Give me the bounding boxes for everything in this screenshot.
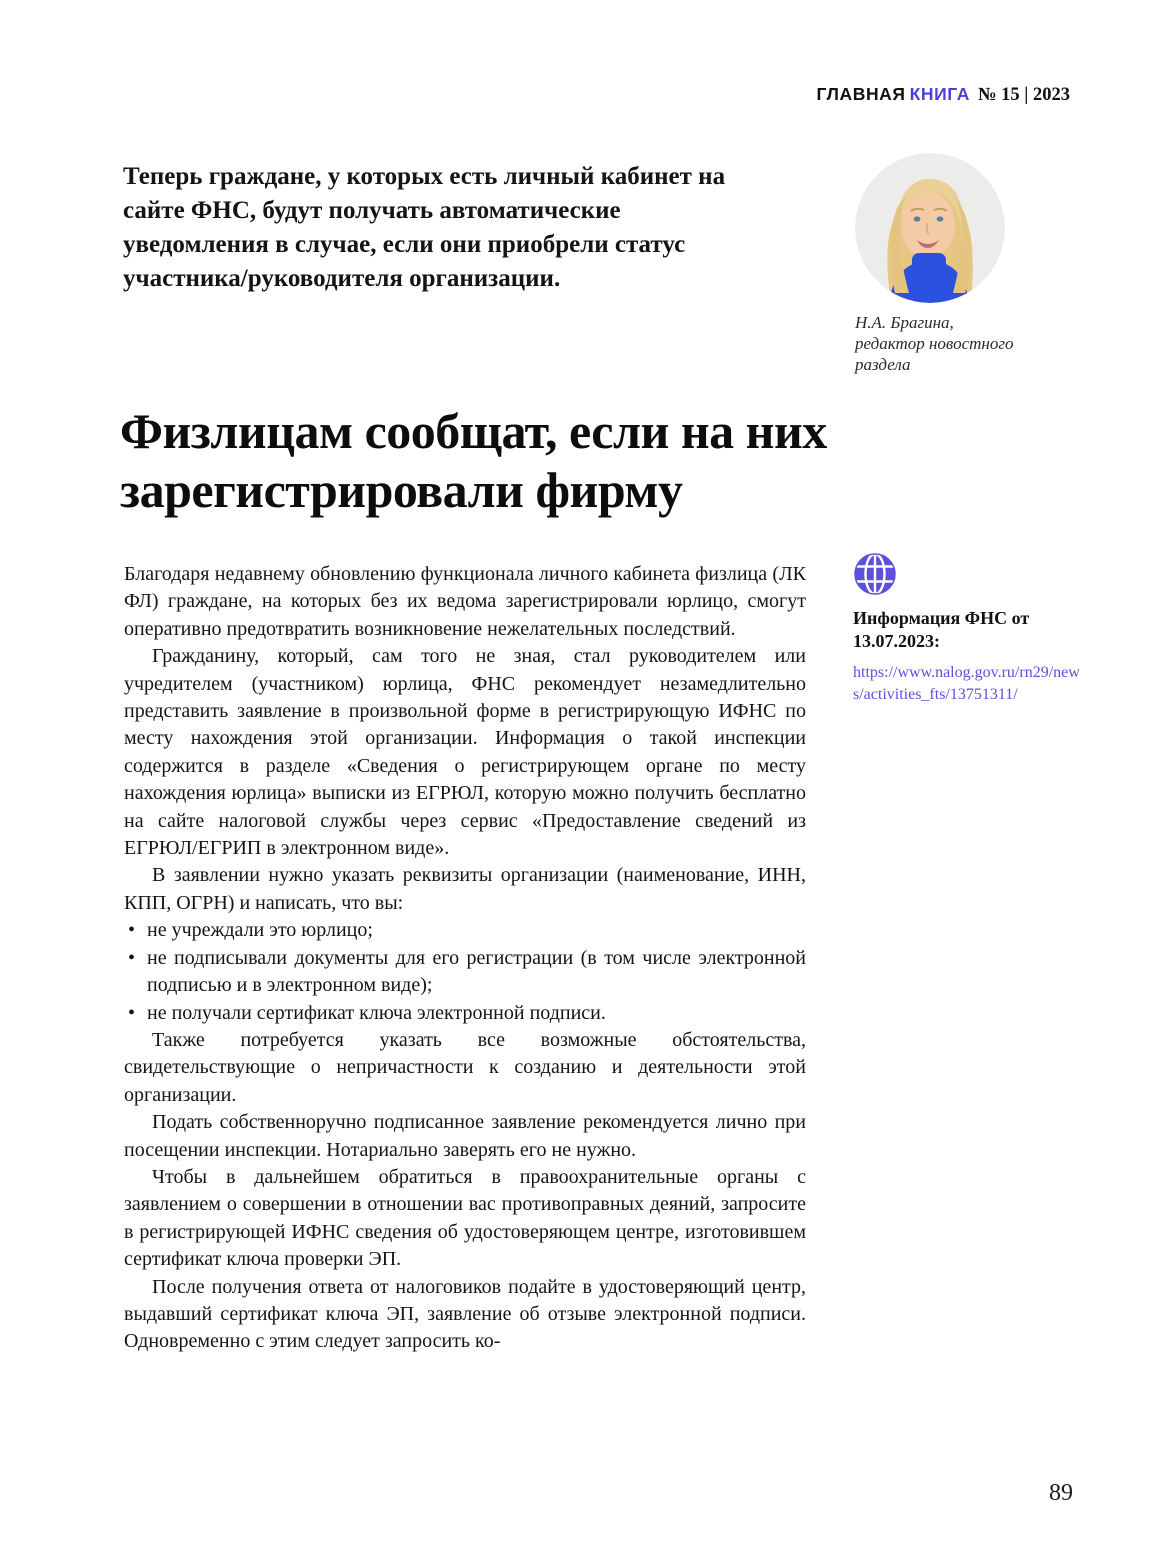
- author-name: Н.А. Брагина,: [855, 313, 954, 332]
- bullet-item: • не учреждали это юрлицо;: [124, 917, 806, 944]
- source-link[interactable]: https://www.nalog.gov.ru/rn29/news/activities_fts/13751311/: [853, 664, 1080, 703]
- article-title: Физлицам сообщат, если на них зарегистрировали фирму: [120, 403, 827, 518]
- article-body: [124, 561, 806, 1356]
- article-paragraph: После получения ответа от налоговиков подайте в удостоверяющий центр, выдавший сертификат ключа ЭП, заявление об отзыве электронной подписи. Одновременно с этим следует запросить ко-: [124, 1275, 806, 1353]
- article-paragraph: Также потребуется указать все возможные обстоятельства, свидетельствующие о непричастности к созданию и деятельности этой организации.: [124, 1028, 806, 1106]
- author-caption: [855, 312, 1045, 375]
- magazine-name-accent: КНИГА: [909, 84, 970, 104]
- article-paragraph: Подать собственноручно подписанное заявление рекомендуется лично при посещении инспекции. Нотариально заверять его не нужно.: [124, 1111, 806, 1161]
- article-paragraph: Гражданину, который, сам того не зная, стал руководителем или учредителем (участником) юрлица, ФНС рекомендует незамедлительно представить заявление в произвольной форме в регистрирующую ИФНС по месту нахождения этой организации. Информация о такой инспекции содержится в разделе «Сведения о регистрирующем органе по месту нахождения юрлица» выписки из ЕГРЮЛ, которую можно получить бесплатно на сайте налоговой службы через сервис «Предоставление сведений из ЕГРЮЛ/ЕГРИП в электронном виде».: [124, 645, 806, 860]
- source-label: Информация ФНС от 13.07.2023:: [853, 608, 1030, 651]
- magazine-name: ГЛАВНАЯ: [816, 84, 906, 104]
- article-paragraph: Благодаря недавнему обновлению функционала личного кабинета физлица (ЛК ФЛ) граждане, на которых без их ведома зарегистрировали юрлицо, смогут оперативно предотвратить возникновение нежелательных последствий.: [124, 563, 806, 640]
- author-portrait-illustration: [855, 153, 1005, 303]
- globe-icon: [853, 552, 897, 596]
- author-role: редактор новостного раздела: [855, 334, 1014, 374]
- bullet-list: [124, 917, 806, 1027]
- issue-number: № 15 | 2023: [977, 85, 1070, 105]
- lead-paragraph: Теперь граждане, у которых есть личный кабинет на сайте ФНС, будут получать автоматические уведомления в случае, если они приобрели статус участника/руководителя организации.: [123, 163, 726, 292]
- page-header: [817, 84, 1071, 106]
- author-photo: [855, 153, 1005, 303]
- bullet-item: • не подписывали документы для его регистрации (в том числе электронной подписью и в электронном виде);: [124, 945, 806, 1000]
- source-sidebar: [853, 552, 1091, 706]
- article-paragraph: В заявлении нужно указать реквизиты организации (наименование, ИНН, КПП, ОГРН) и написать, что вы:: [124, 864, 806, 914]
- page-number: 89: [1049, 1480, 1073, 1506]
- article-paragraph: Чтобы в дальнейшем обратиться в правоохранительные органы с заявлением о совершении в отношении вас противоправных деяний, запросите в регистрирующей ИФНС сведения об удостоверяющем центре, изготовившем сертификат ключа проверки ЭП.: [124, 1165, 806, 1271]
- bullet-item: • не получали сертификат ключа электронной подписи.: [124, 1000, 806, 1027]
